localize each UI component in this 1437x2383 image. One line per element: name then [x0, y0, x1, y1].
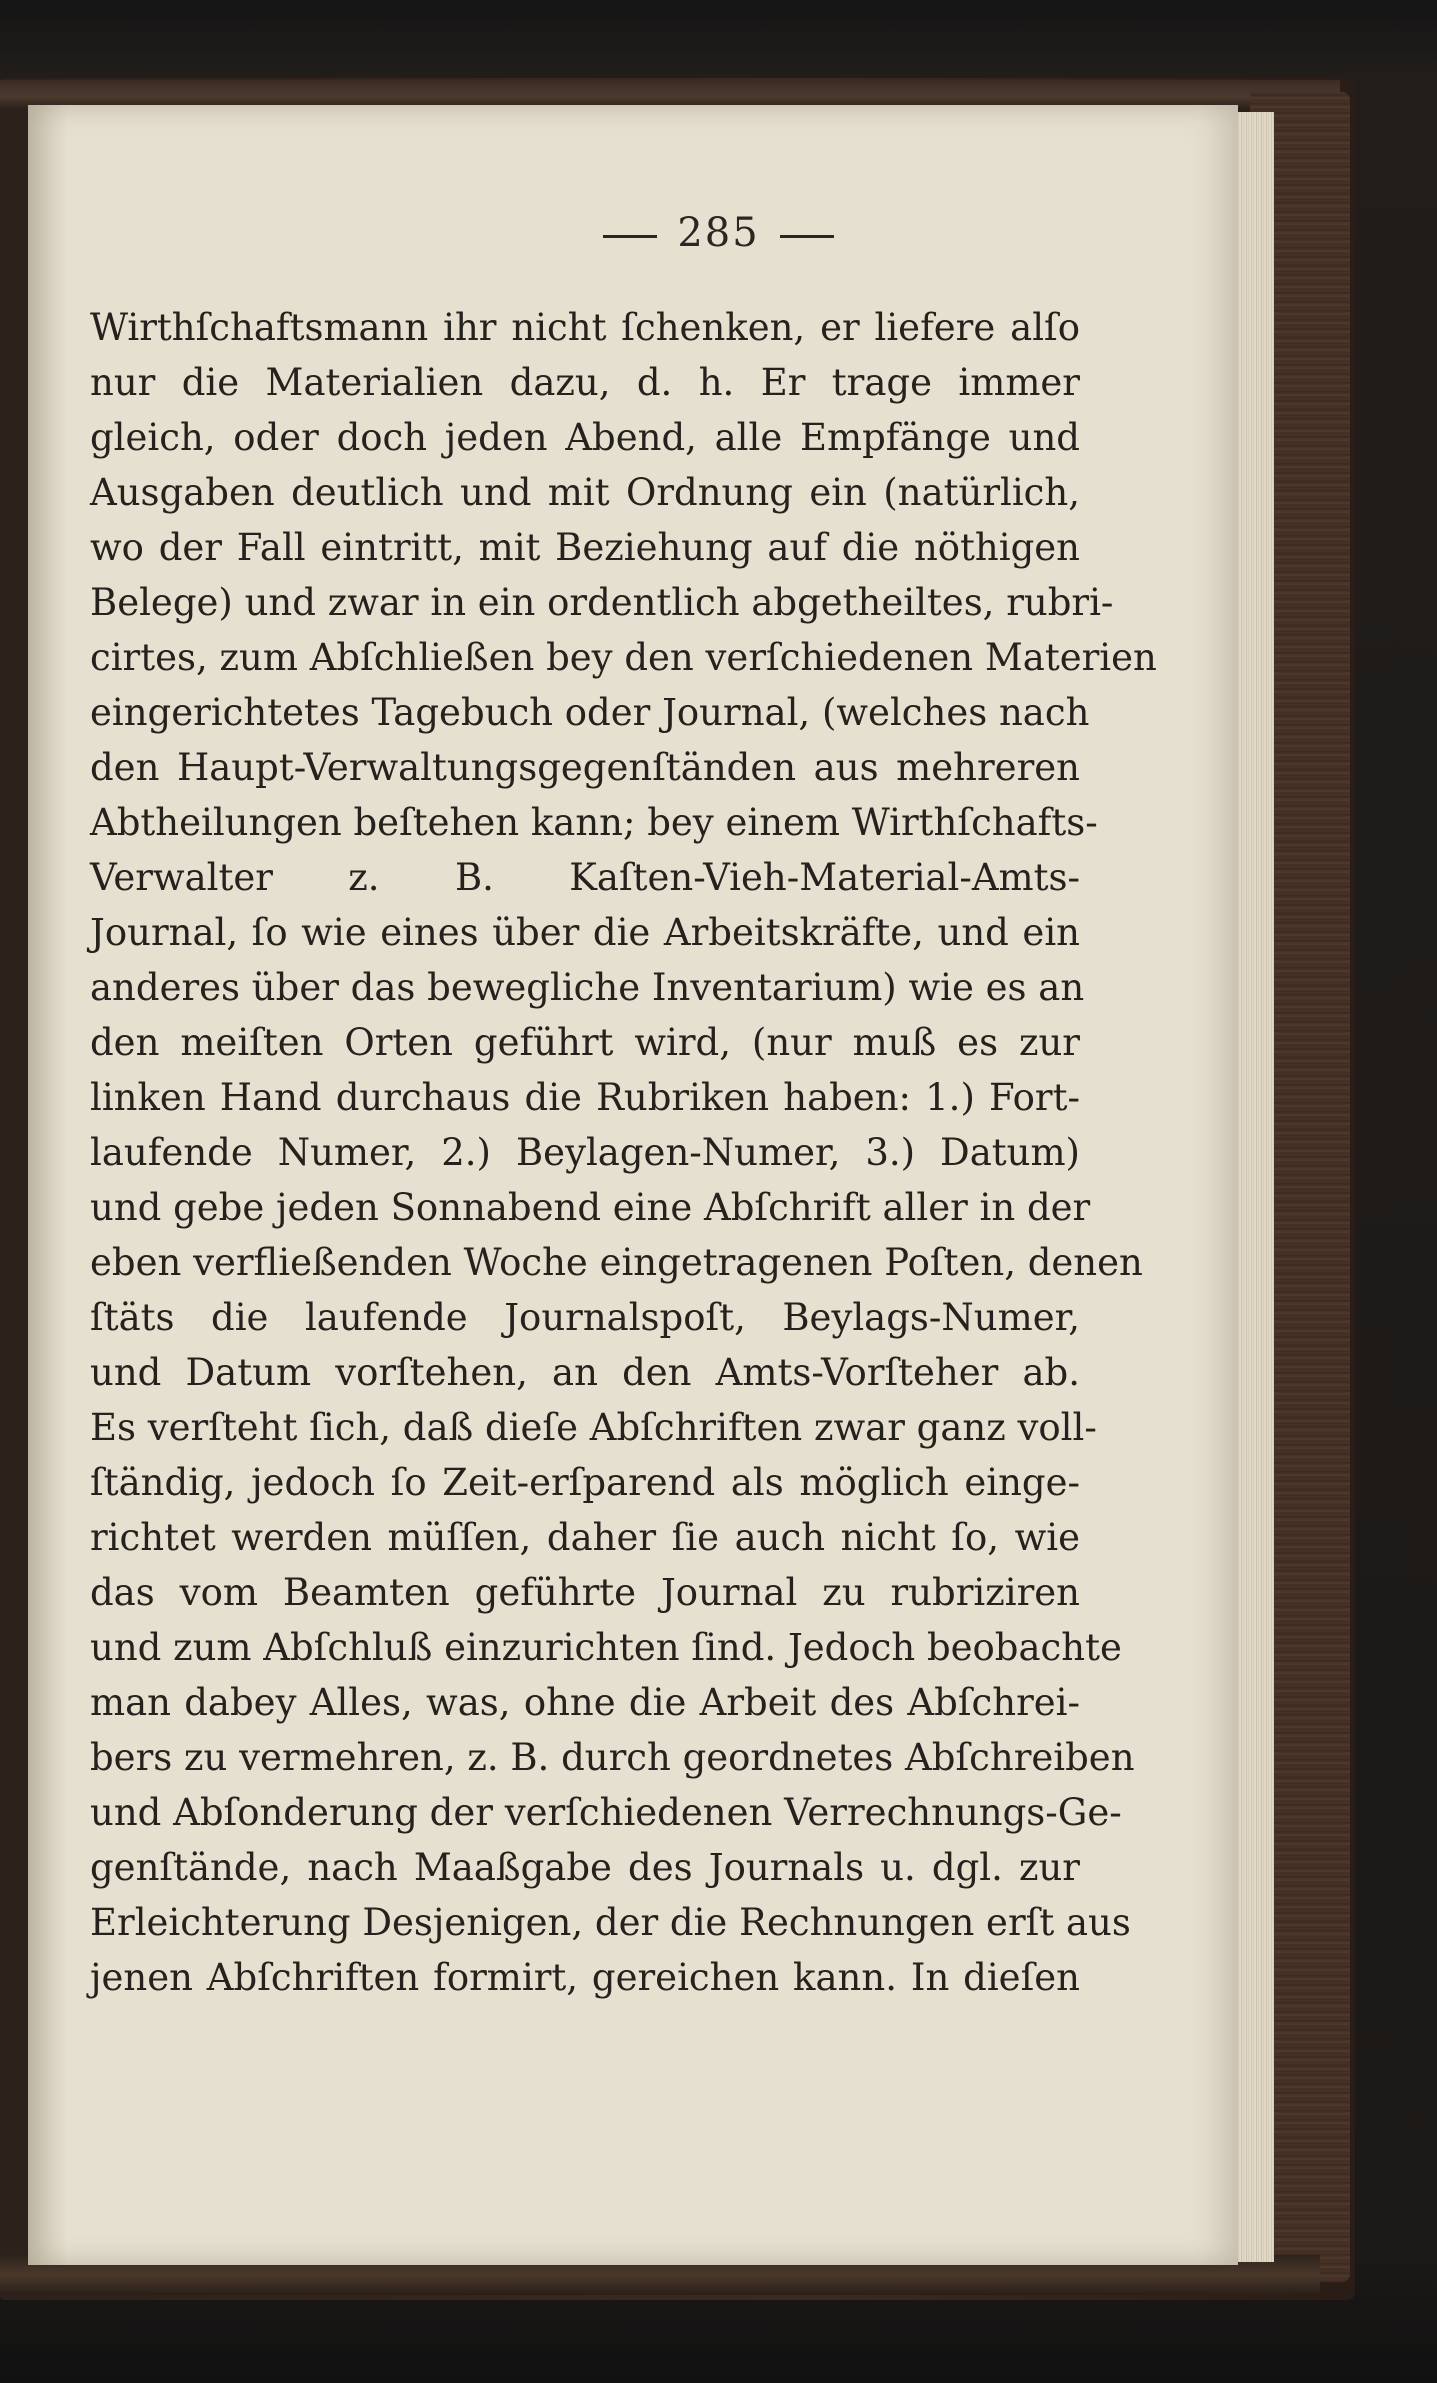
page-number: 285 [677, 210, 760, 256]
cover-top-edge [0, 80, 1340, 108]
text-line: Wirthſchaftsmann ihr nicht ſchenken, er liefere alſo [90, 306, 1080, 349]
text-line: ſtändig, jedoch ſo Zeit-erſparend als möglich einge- [90, 1461, 1080, 1504]
text-line: Abtheilungen beſtehen kann; bey einem Wirthſchafts- [90, 801, 1098, 844]
text-line: gleich, oder doch jeden Abend, alle Empfänge und [90, 416, 1080, 459]
text-line: nur die Materialien dazu, d. h. Er trage immer [90, 361, 1080, 404]
text-line: Verwalter z. B. Kaſten-Vieh-Material-Amts- [90, 856, 1080, 899]
text-line: ſtäts die laufende Journalspoſt, Beylags-Numer, [90, 1296, 1080, 1339]
text-line: Es verſteht ſich, daß dieſe Abſchriften zwar ganz voll- [90, 1406, 1097, 1449]
text-line: Erleichterung Desjenigen, der die Rechnungen erſt aus [90, 1901, 1131, 1944]
text-line: den meiſten Orten geführt wird, (nur muß es zur [90, 1021, 1080, 1064]
page-body-text [90, 300, 1157, 2005]
text-line: anderes über das bewegliche Inventarium) wie es an [90, 966, 1085, 1009]
text-line: man dabey Alles, was, ohne die Arbeit des Abſchrei- [90, 1681, 1080, 1724]
text-line: jenen Abſchriften formirt, gereichen kann. In dieſen [90, 1956, 1080, 1999]
text-line: und zum Abſchluß einzurichten ſind. Jedoch beobachte [90, 1626, 1122, 1669]
text-line: eingerichtetes Tagebuch oder Journal, (welches nach [90, 691, 1090, 734]
page-edges [1232, 112, 1274, 2262]
text-line: Belege) und zwar in ein ordentlich abgetheiltes, rubri- [90, 581, 1114, 624]
text-line: den Haupt-Verwaltungsgegenſtänden aus mehreren [90, 746, 1080, 789]
text-line: Ausgaben deutlich und mit Ordnung ein (natürlich, [90, 471, 1080, 514]
text-line: cirtes, zum Abſchließen bey den verſchiedenen Materien [90, 636, 1157, 679]
text-line: wo der Fall eintritt, mit Beziehung auf die nöthigen [90, 526, 1080, 569]
text-line: und Abſonderung der verſchiedenen Verrechnungs-Ge- [90, 1791, 1122, 1834]
page-header [0, 210, 1437, 256]
text-line: eben verfließenden Woche eingetragenen Poſten, denen [90, 1241, 1143, 1284]
header-dash-right [780, 235, 834, 238]
text-line: genſtände, nach Maaßgabe des Journals u. dgl. zur [90, 1846, 1080, 1889]
text-line: und gebe jeden Sonnabend eine Abſchrift aller in der [90, 1186, 1091, 1229]
header-dash-left [603, 235, 657, 238]
text-line: bers zu vermehren, z. B. durch geordnetes Abſchreiben [90, 1736, 1135, 1779]
text-line: linken Hand durchaus die Rubriken haben: 1.) Fort- [90, 1076, 1080, 1119]
text-line: das vom Beamten geführte Journal zu rubriziren [90, 1571, 1080, 1614]
text-line: laufende Numer, 2.) Beylagen-Numer, 3.) Datum) [90, 1131, 1080, 1174]
text-line: und Datum vorſtehen, an den Amts-Vorſteher ab. [90, 1351, 1080, 1394]
page-gutter-shadow [28, 105, 68, 2265]
text-line: richtet werden müſſen, daher ſie auch nicht ſo, wie [90, 1516, 1080, 1559]
text-line: Journal, ſo wie eines über die Arbeitskräfte, und ein [90, 911, 1080, 954]
